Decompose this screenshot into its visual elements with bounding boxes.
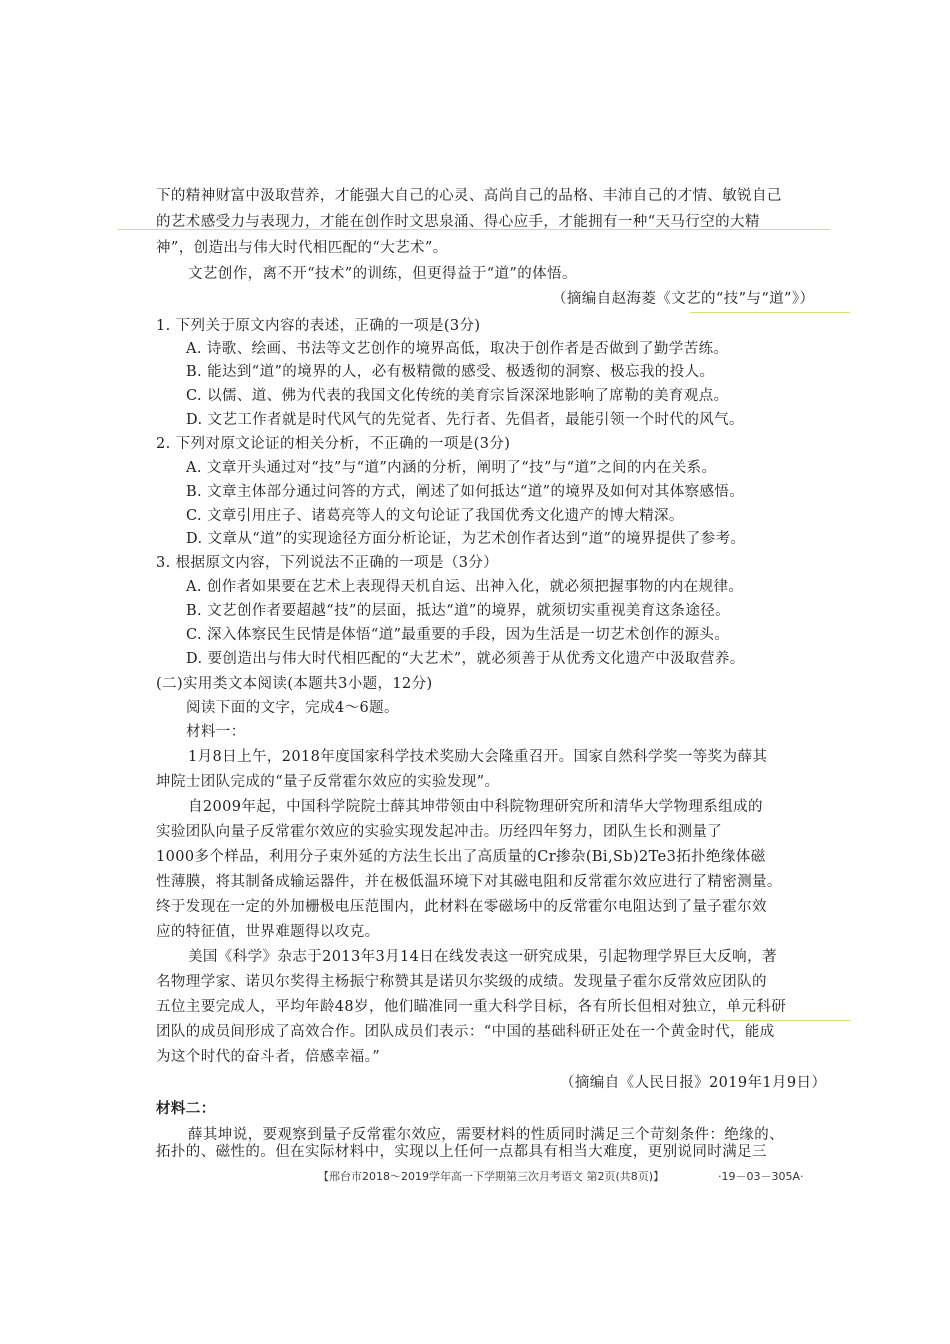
question-option: D. 文艺工作者就是时代风气的先觉者、先行者、先倡者，最能引领一个时代的风气。 xyxy=(186,412,744,428)
article-source: （摘编自赵海菱《文艺的“技”与“道”》） xyxy=(552,291,815,307)
page-code: ·19－03－305A· xyxy=(718,1170,804,1183)
material2-title: 材料二： xyxy=(156,1100,216,1117)
article-line: 的艺术感受力与表现力，才能在创作时文思泉涌、得心应手，才能拥有一种“天马行空的大精 xyxy=(156,214,760,230)
question-option: B. 文艺创作者要超越“技”的层面，抵达“道”的境界，就须切实重视美育这条途径。 xyxy=(186,603,731,619)
material1-line: 1月8日上午，2018年度国家科学技术奖励大会隆重召开。国家自然科学奖一等奖为薛其 xyxy=(188,749,768,765)
material1-line: 团队的成员间形成了高效合作。团队成员们表示：“中国的基础科研正处在一个黄金时代，能成 xyxy=(156,1024,775,1040)
highlight-line xyxy=(690,312,850,313)
material1-title: 材料一： xyxy=(186,724,246,740)
material1-line: 应的特征值，世界难题得以攻克。 xyxy=(156,924,380,940)
material1-line: 名物理学家、诺贝尔奖得主杨振宁称赞其是诺贝尔奖级的成绩。发现量子霍尔反常效应团队的 xyxy=(156,974,767,990)
question-option: D. 文章从“道”的实现途径方面分析论证，为艺术创作者达到“道”的境界提供了参考。 xyxy=(186,531,746,547)
material1-line: 性薄膜，将其制备成输运器件，并在极低温环境下对其磁电阻和反常霍尔效应进行了精密测量。 xyxy=(156,874,782,890)
material1-line: 1000多个样品，利用分子束外延的方法生长出了高质量的Cr掺杂(Bi,Sb)2Te3拓扑绝缘体磁 xyxy=(156,849,766,865)
question-option: C. 以儒、道、佛为代表的我国文化传统的美育宗旨深深地影响了席勒的美育观点。 xyxy=(186,388,729,404)
material2-line: 薛其坤说，要观察到量子反常霍尔效应，需要材料的性质同时满足三个苛刻条件：绝缘的、 xyxy=(188,1127,784,1143)
material1-source: （摘编自《人民日报》2019年1月9日） xyxy=(560,1075,827,1091)
material1-line: 五位主要完成人，平均年龄48岁，他们瞄准同一重大科学目标，各有所长但相对独立，单元科研 xyxy=(156,999,787,1015)
question-option: A. 文章开头通过对“技”与“道”内涵的分析，阐明了“技”与“道”之间的内在关系。 xyxy=(186,460,717,476)
material1-line: 终于发现在一定的外加栅极电压范围内，此材料在零磁场中的反常霍尔电阻达到了量子霍尔效 xyxy=(156,899,767,915)
question-option: A. 创作者如果要在艺术上表现得天机自运、出神入化，就必须把握事物的内在规律。 xyxy=(186,579,744,595)
question-option: A. 诗歌、绘画、书法等文艺创作的境界高低，取决于创作者是否做到了勤学苦练。 xyxy=(186,341,729,357)
question-option: B. 文章主体部分通过问答的方式，阐述了如何抵达“道”的境界及如何对其体察感悟。 xyxy=(186,484,745,500)
material1-line: 为这个时代的奋斗者，倍感幸福。” xyxy=(156,1049,381,1065)
question-option: C. 深入体察民生民情是体悟“道”最重要的手段，因为生活是一切艺术创作的源头。 xyxy=(186,627,730,643)
question-option: B. 能达到“道”的境界的人，必有极精微的感受、极透彻的洞察、极忘我的投人。 xyxy=(186,364,715,380)
question-stem: 3. 根据原文内容，下列说法不正确的一项是（3分） xyxy=(156,555,499,571)
material2-line: 拓扑的、磁性的。但在实际材料中，实现以上任何一点都具有相当大难度，更别说同时满足三 xyxy=(156,1144,767,1160)
material1-line: 坤院士团队完成的“量子反常霍尔效应的实验发现”。 xyxy=(156,774,500,790)
question-option: D. 要创造出与伟大时代相匹配的“大艺术”，就必须善于从优秀文化遗产中汲取营养。 xyxy=(186,651,745,667)
article-line: 文艺创作，离不开“技术”的训练，但更得益于“道”的体悟。 xyxy=(188,266,577,282)
page-footer: 【邢台市2018～2019学年高一下学期第三次月考语文 第2页(共8页)】 xyxy=(318,1170,665,1183)
material1-line: 自2009年起，中国科学院院士薛其坤带领由中科院物理研究所和清华大学物理系组成的 xyxy=(188,799,763,815)
material1-line: 美国《科学》杂志于2013年3月14日在线发表这一研究成果，引起物理学界巨大反响，著 xyxy=(188,949,777,965)
section-instruction: 阅读下面的文字，完成4～6题。 xyxy=(186,700,399,716)
question-option: C. 文章引用庄子、诸葛亮等人的文句论证了我国优秀文化遗产的博大精深。 xyxy=(186,508,684,524)
article-line: 神”，创造出与伟大时代相匹配的“大艺术”。 xyxy=(156,240,448,256)
material1-line: 实验团队向量子反常霍尔效应的实验实现发起冲击。历经四年努力，团队生长和测量了 xyxy=(156,824,723,840)
article-line: 下的精神财富中汲取营养，才能强大自己的心灵、高尚自己的品格、丰沛自己的才情、敏锐自己 xyxy=(156,188,782,204)
section-heading: (二)实用类文本阅读(本题共3小题，12分) xyxy=(156,676,433,692)
highlight-line xyxy=(720,1020,850,1021)
question-stem: 2. 下列对原文论证的相关分析，不正确的一项是(3分) xyxy=(156,436,511,452)
question-stem: 1. 下列关于原文内容的表述，正确的一项是(3分) xyxy=(156,318,481,334)
